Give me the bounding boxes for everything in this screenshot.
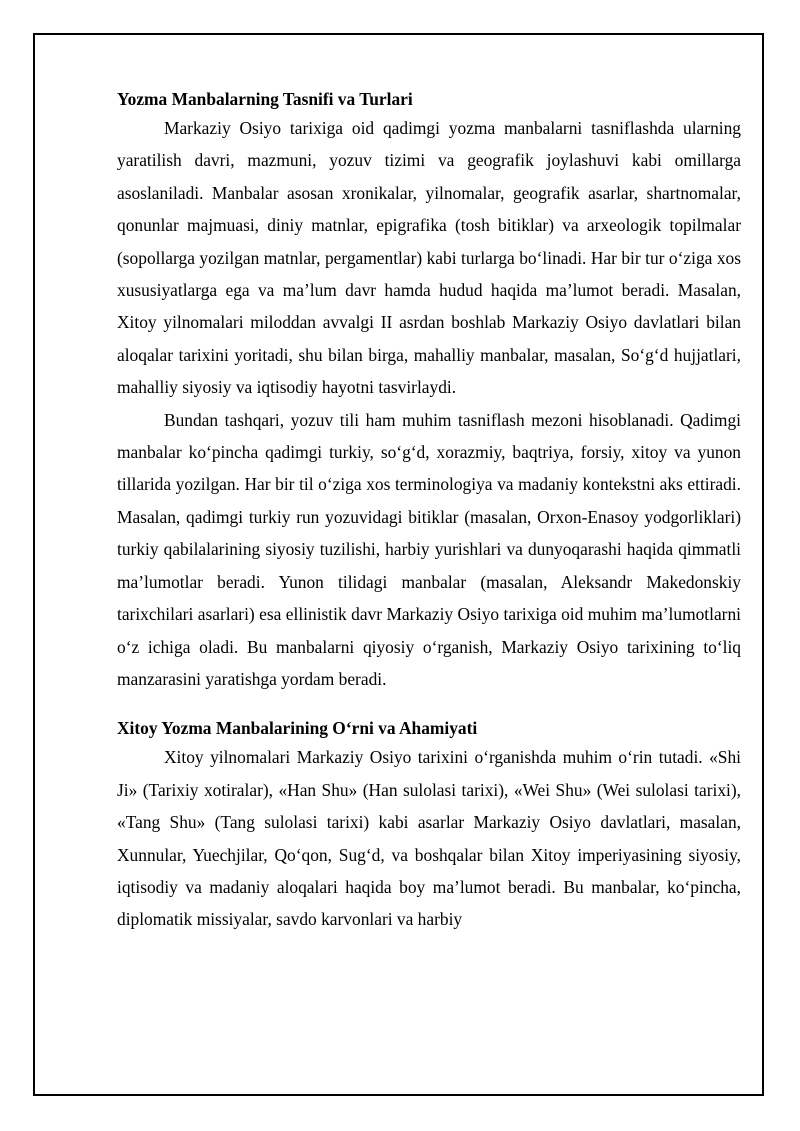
document-body: [117, 86, 741, 936]
paragraph-chinese-chronicles: Xitoy yilnomalari Markaziy Osiyo tarixini o‘rganishda muhim o‘rin tutadi. «Shi Ji» (Tarixiy xotiralar), «Han Shu» (Han sulolasi tarixi), «Wei Shu» (Wei sulolasi tarixi), «Tang Shu» (Tang sulolasi tarixi) kabi asarlar Markaziy Osiyo davlatlari, masalan, Xunnular, Yuechjilar, Qo‘qon, Sug‘d, va boshqalar bilan Xitoy imperiyasining siyosiy, iqtisodiy va madaniy aloqalari haqida boy ma’lumot beradi. Bu manbalar, ko‘pincha, diplomatik missiyalar, savdo karvonlari va harbiy: [117, 747, 741, 930]
section-heading-classification: Yozma Manbalarning Tasnifi va Turlari: [117, 89, 413, 109]
paragraph-classification-intro: Markaziy Osiyo tarixiga oid qadimgi yozma manbalarni tasniflashda ularning yaratilish davri, mazmuni, yozuv tizimi va geografik joylashuvi kabi omillarga asoslaniladi. Manbalar asosan xronikalar, yilnomalar, geografik asarlar, shartnomalar, qonunlar majmuasi, diniy matnlar, epigrafika (tosh bitiklar) va arxeologik topilmalar (sopollarga yozilgan matnlar, pergamentlar) kabi turlarga bo‘linadi. Har bir tur o‘ziga xos xususiyatlarga ega va ma’lum davr hamda hudud haqida ma’lumot beradi. Masalan, Xitoy yilnomalari miloddan avvalgi II asrdan boshlab Markaziy Osiyo davlatlari bilan aloqalar tarixini yoritadi, shu bilan birga, mahalliy manbalar, masalan, So‘g‘d hujjatlari, mahalliy siyosiy va iqtisodiy hayotni tasvirlaydi.: [117, 118, 741, 398]
section-heading-chinese-sources: Xitoy Yozma Manbalarining O‘rni va Ahamiyati: [117, 718, 478, 739]
section-spacer: [117, 695, 741, 715]
paragraph-writing-language: Bundan tashqari, yozuv tili ham muhim tasniflash mezoni hisoblanadi. Qadimgi manbalar ko‘pincha qadimgi turkiy, so‘g‘d, xorazmiy, baqtriya, forsiy, xitoy va yunon tillarida yozilgan. Har bir til o‘ziga xos terminologiya va madaniy kontekstni aks ettiradi. Masalan, qadimgi turkiy run yozuvidagi bitiklar (masalan, Orxon-Enasoy yodgorliklari) turkiy qabilalarining siyosiy tuzilishi, harbiy yurishlari va dunyoqarashi haqida qimmatli ma’lumotlar beradi. Yunon tilidagi manbalar (masalan, Aleksandr Makedonskiy tarixchilari asarlari) esa ellinistik davr Markaziy Osiyo tarixiga oid muhim ma’lumotlarni o‘z ichiga oladi. Bu manbalarni qiyosiy o‘rganish, Markaziy Osiyo tarixining to‘liq manzarasini yaratishga yordam beradi.: [117, 409, 741, 689]
